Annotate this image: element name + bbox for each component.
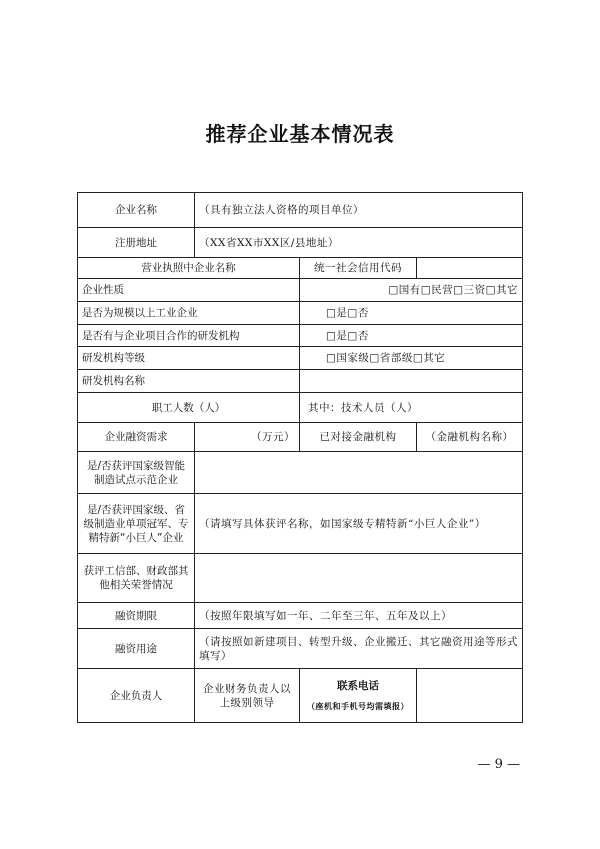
address-hint: （XX省XX市XX区/县地址） [199, 236, 339, 249]
institution-name-hint: （金融机构名称） [425, 431, 514, 443]
page-title: 推荐企业基本情况表 [205, 122, 395, 146]
honor-hint: （请填写具体获评名称，如国家级专精特新“小巨人企业”） [199, 517, 486, 530]
page-number: — 9 — [477, 757, 520, 772]
enterprise-name-hint: （具有独立法人资格的项目单位） [199, 204, 364, 216]
rd-coop-options[interactable]: □是□否 [300, 325, 523, 347]
financing-term-label: 融资期限 [78, 603, 195, 629]
rd-name-label: 研发机构名称 [78, 370, 300, 393]
financing-term-field[interactable] [195, 603, 523, 629]
credit-code-field[interactable] [417, 258, 523, 279]
smart-manufacturing-label: 是/否获评国家级智能制造试点示范企业 [78, 452, 195, 494]
phone-hint: （座机和手机号均需填报） [307, 700, 409, 711]
other-honor-field[interactable] [195, 554, 523, 603]
nature-label: 企业性质 [78, 279, 300, 302]
address-field[interactable] [195, 228, 523, 258]
smart-manufacturing-field[interactable] [195, 452, 523, 494]
rd-level-label: 研发机构等级 [78, 347, 300, 370]
tech-staff-label[interactable]: 其中：技术人员（人） [300, 393, 523, 423]
credit-code-label: 统一社会信用代码 [300, 258, 417, 279]
enterprise-name-field[interactable] [195, 193, 523, 228]
financing-usage-field[interactable] [195, 629, 523, 669]
phone-cell [300, 669, 417, 723]
docked-institution-label: 已对接金融机构 [300, 423, 417, 452]
phone-label: 联系电话 [337, 679, 379, 692]
financing-usage-label: 融资用途 [78, 629, 195, 669]
rd-name-field[interactable] [300, 370, 523, 393]
rd-coop-label: 是否有与企业项目合作的研发机构 [78, 325, 300, 347]
address-label: 注册地址 [78, 228, 195, 258]
financing-amount-field[interactable] [195, 423, 300, 452]
financing-unit: （万元） [251, 431, 295, 443]
other-honor-label: 获评工信部、财政部其他相关荣誉情况 [78, 554, 195, 603]
financing-usage-hint: （请按照如新建项目、转型升级、企业搬迁、其它融资用途等形式填写） [199, 635, 518, 662]
finance-leader-label: 企业财务负责人以上级别领导 [195, 669, 300, 723]
institution-name-field[interactable] [417, 423, 523, 452]
financing-label: 企业融资需求 [78, 423, 195, 452]
honor-field[interactable] [195, 494, 523, 554]
scale-label: 是否为规模以上工业企业 [78, 302, 300, 325]
financing-term-hint: （按照年限填写如一年、二年至三年、五年及以上） [199, 609, 452, 622]
staff-count-label: 职工人数（人） [78, 393, 300, 423]
phone-field[interactable] [417, 669, 523, 723]
leader-label: 企业负责人 [78, 669, 195, 723]
scale-options[interactable]: □是□否 [300, 302, 523, 325]
license-name-label: 营业执照中企业名称 [78, 258, 300, 279]
rd-level-options[interactable]: □国家级□省部级□其它 [300, 347, 523, 370]
enterprise-name-label: 企业名称 [78, 193, 195, 228]
nature-options[interactable]: □国有□民营□三资□其它 [300, 279, 523, 302]
enterprise-info-table [77, 192, 523, 723]
honor-label: 是/否获评国家级、省级制造业单项冠军、专精特新“小巨人”企业 [78, 494, 195, 554]
